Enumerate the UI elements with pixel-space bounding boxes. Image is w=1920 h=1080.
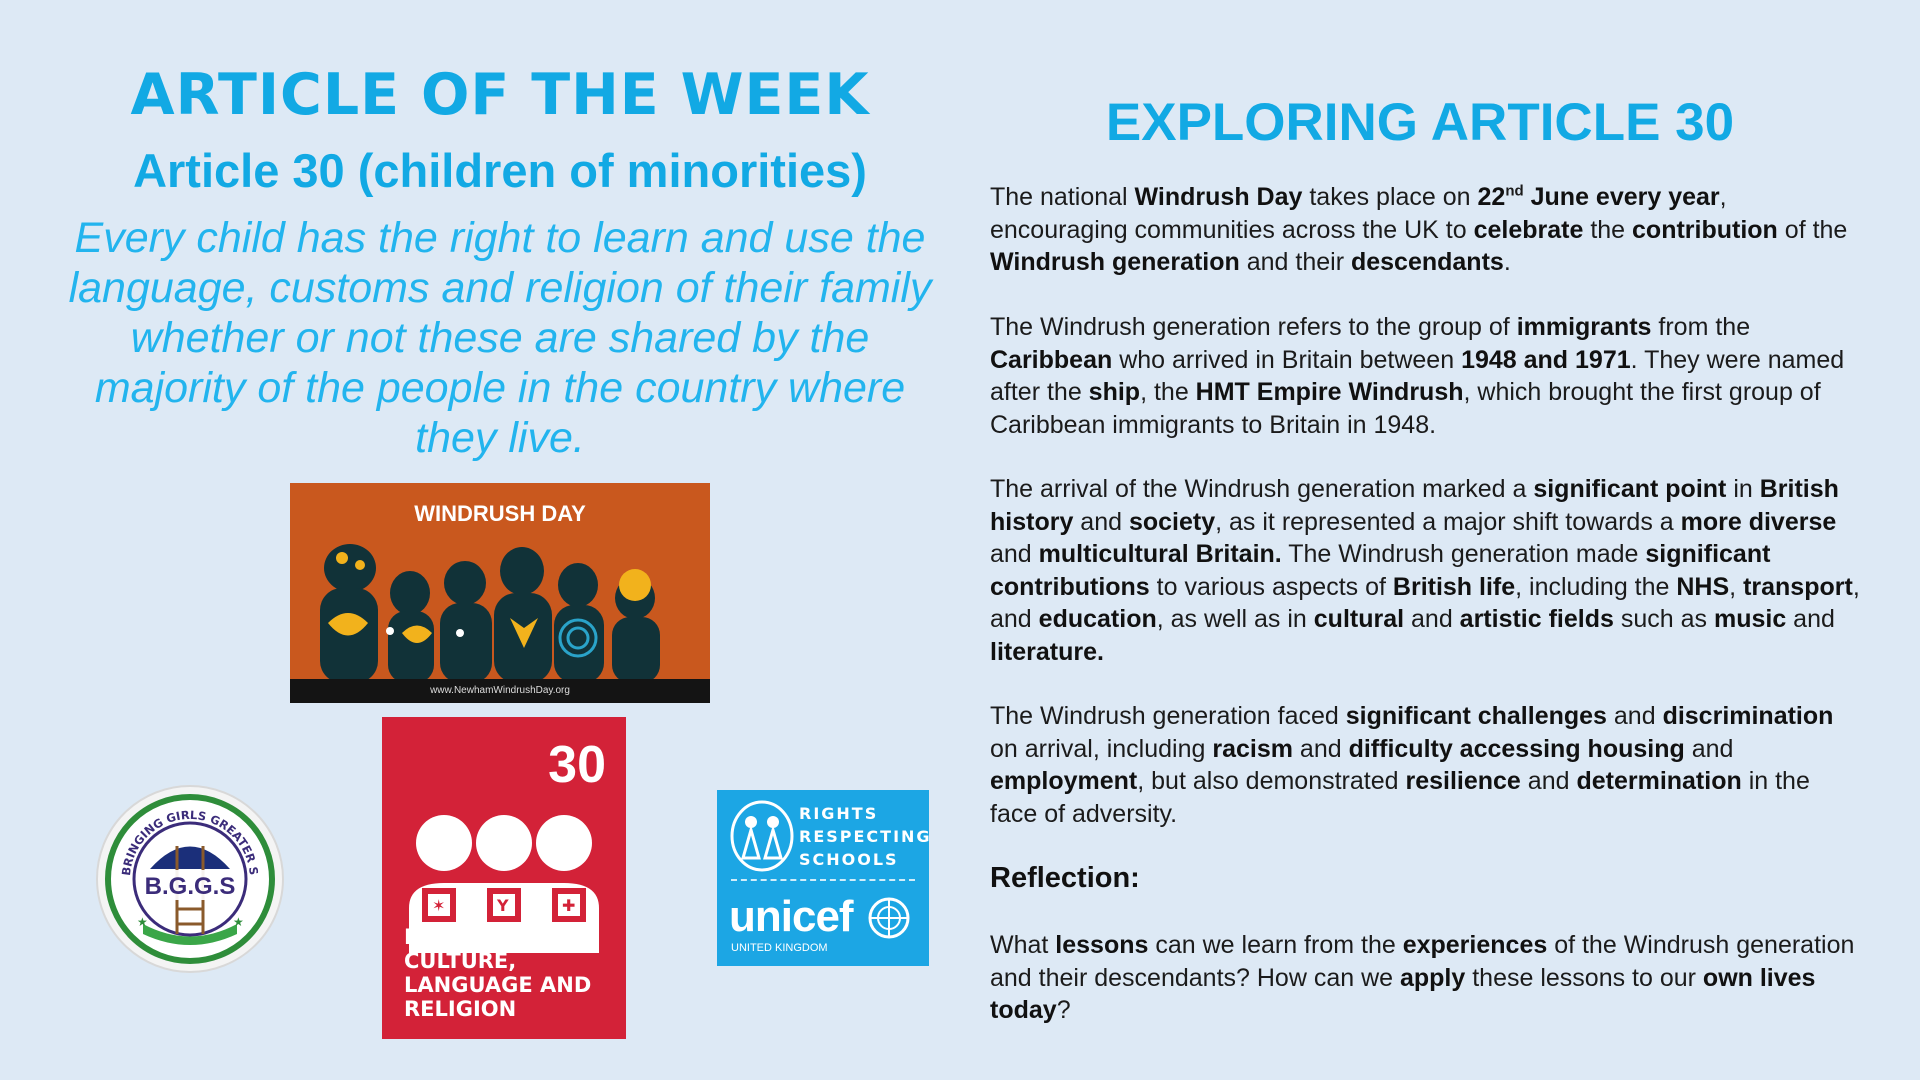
exploring-title: EXPLORING ARTICLE 30 [1105,93,1735,152]
text-run: of the [1777,215,1848,244]
text-run: June every year [1523,183,1720,211]
text-run: The national [990,183,1135,211]
paragraph-arrival [990,473,1860,668]
text-run: and [1786,605,1835,633]
text-run: in [1726,475,1760,503]
banner-title: WINDRUSH DAY [414,501,586,526]
text-run: What [990,931,1056,959]
text-run: resilience [1405,767,1521,795]
text-run: such as [1613,605,1714,633]
text-run: music [1713,605,1787,633]
text-run: on arrival, including [990,734,1213,763]
text-run: British life [1392,572,1516,601]
text-run: and [1404,605,1460,633]
text-run: from the [1651,313,1751,341]
text-run: Caribbean [990,345,1113,374]
reflection-heading: Reflection: [990,862,1140,894]
text-run: who arrived in Britain between [1112,345,1462,374]
text-run: , as well as in [1156,605,1314,633]
text-run: , but also demonstrated [1137,767,1406,795]
crc-number: 30 [548,736,606,794]
text-run: NHS [1676,572,1730,601]
text-run: cultural [1313,605,1405,633]
text-run: experiences [1402,931,1548,959]
crc-article-30-icon [382,717,626,1039]
article-subheading: Article 30 (children of minorities) [133,144,867,197]
text-run: in the face of adversity. [990,767,1810,828]
text-run: and [1520,767,1577,795]
text-run: descendants [1350,248,1504,276]
text-run: British history [990,475,1839,536]
text-run: Windrush generation [990,248,1240,276]
svg-text:B.G.G.S: B.G.G.S [144,873,236,900]
text-run: contribution [1632,215,1778,244]
text-run: significant contributions [990,540,1771,601]
dashed-divider [731,879,915,881]
text-run: 1948 and 1971 [1461,345,1631,374]
text-run: The Windrush generation faced [990,702,1346,730]
reflection-text [990,929,1860,1027]
text-run: takes place on [1302,183,1478,211]
text-run: society [1128,507,1216,536]
text-run: and [1684,734,1734,763]
svg-text:★: ★ [137,915,148,929]
text-run: the [1583,215,1633,244]
text-run: discrimination [1662,702,1834,730]
unicef-region: UNITED KINGDOM [731,942,828,954]
text-run: of the Windrush generation and their descendants? How can we [990,931,1855,992]
text-run: racism [1212,734,1293,763]
text-run: difficulty accessing housing [1348,734,1685,763]
text-run: more diverse [1680,507,1837,536]
text-run: and their [1239,248,1351,276]
paragraph-generation [990,311,1860,441]
text-run: 22 [1477,183,1506,211]
article-quote: Every child has the right to learn and use the language, customs and religion of their family whether or not these are shared by the majority of the people in the country where they live. [68,214,932,462]
text-run: significant challenges [1345,702,1607,730]
text-run: immigrants [1516,313,1652,341]
text-run: and [1073,507,1129,536]
text-run: celebrate [1473,215,1584,244]
text-run: to various aspects of [1149,572,1393,601]
silhouettes-illustration [290,523,710,683]
text-run: The Windrush generation refers to the group of [990,313,1517,341]
text-run: The Windrush generation made [1281,540,1646,568]
text-run: ? [1056,996,1071,1024]
text-run: determination [1576,767,1742,795]
text-run: these lessons to our [1465,963,1703,992]
svg-text:Y: Y [497,896,509,915]
paragraph-windrush-day [990,181,1860,279]
children-emblem-icon [727,798,797,874]
article-of-the-week-heading: ARTICLE OF THE WEEK [130,62,870,128]
text-run: . [1503,248,1511,276]
unicef-globe-icon [867,896,911,940]
text-run: , which brought the first group of Caribbean immigrants to Britain in 1948. [990,378,1821,439]
svg-text:✶: ✶ [432,896,446,915]
text-run: employment [990,767,1138,795]
text-run: apply [1399,963,1466,992]
text-run: , [1729,572,1744,601]
text-run: transport [1743,572,1853,601]
text-run: , including the [1515,572,1677,601]
text-run: , and [990,572,1860,633]
text-run: , encouraging communities across the UK to [990,183,1727,244]
text-run: significant point [1533,475,1727,503]
text-run: artistic fields [1459,605,1614,633]
rrs-text: RIGHTS RESPECTING SCHOOLS [799,804,932,869]
unicef-wordmark: unicef [729,892,853,941]
text-run: The arrival of the Windrush generation marked a [990,475,1534,503]
text-run: literature. [990,637,1104,666]
text-run: education [1038,605,1157,633]
banner-footer: www.NewhamWindrushDay.org [290,679,710,703]
text-run: ship [1088,378,1141,406]
text-run: Windrush Day [1134,183,1303,211]
bggs-logo [95,784,285,974]
text-run: nd [1505,182,1524,200]
text-run: can we learn from the [1148,931,1403,959]
crc-caption: MINORITY CULTURE, LANGUAGE AND RELIGION [404,925,592,1021]
paragraph-challenges [990,700,1860,830]
text-run: HMT Empire Windrush [1195,378,1464,406]
text-run: and [1292,734,1349,763]
svg-text:★: ★ [233,915,244,929]
rights-respecting-schools-logo [717,790,932,966]
svg-text:✚: ✚ [562,896,576,915]
text-run: own lives today [990,963,1816,1024]
text-run: , as it represented a major shift towards a [1215,507,1681,536]
windrush-day-banner [290,483,710,703]
text-run: multicultural Britain. [1038,540,1282,568]
svg-text:BRINGING GIRLS GREATER SUCCESS: BRINGING GIRLS GREATER S [118,807,261,877]
text-run: and [990,540,1039,568]
text-run: , the [1140,378,1196,406]
text-run: lessons [1055,931,1149,959]
text-run: and [1606,702,1663,730]
text-run: . They were named after the [990,345,1845,406]
